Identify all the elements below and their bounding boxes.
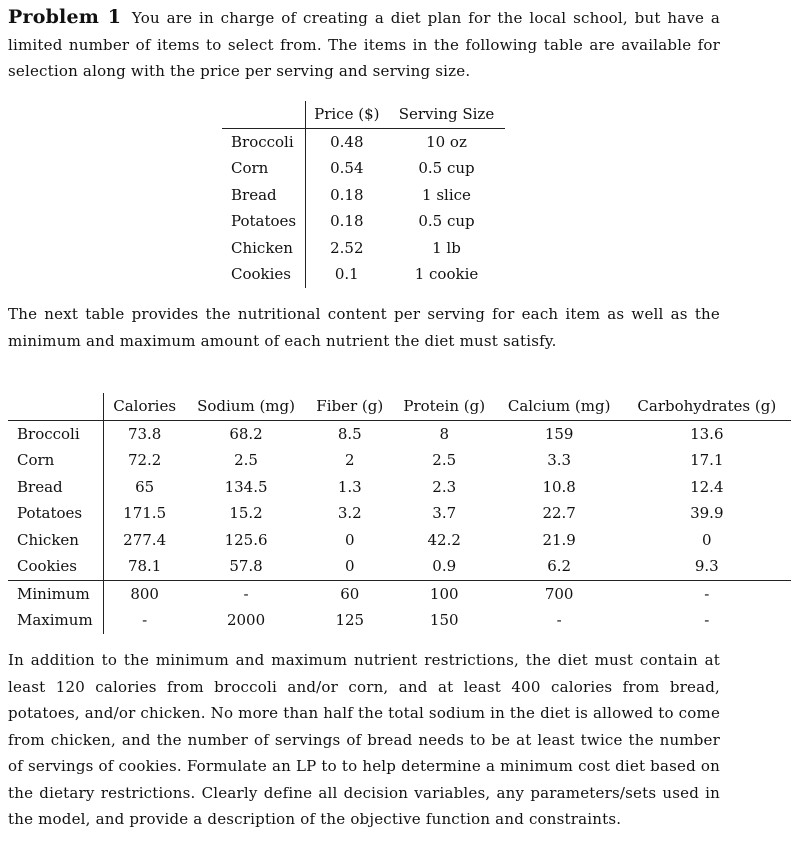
nutrient-value: 10.8 [542,477,576,496]
nutrient-value: 150 [429,611,459,630]
nutrition-table-corner [8,393,104,420]
serving-cell: 1 cookie [414,265,479,284]
price-table-row [222,155,505,182]
serving-cell: 0.5 cup [418,159,475,178]
nutrient-value: 277.4 [123,530,167,549]
nutrient-value: 0 [344,557,355,576]
nutrient-value: 72.2 [127,451,162,470]
price-header: Price ($) [306,101,388,128]
row-label: Corn [8,447,104,474]
row-label: Potatoes [8,500,104,527]
nutrient-header: Protein (g) [393,393,496,420]
nutrition-row [8,474,791,501]
row-label: Cookies [8,553,104,580]
nutrient-value: 159 [544,424,574,443]
nutrient-value: 2.5 [432,451,457,470]
row-label: Bread [8,474,104,501]
nutrient-value: 134.5 [224,477,268,496]
row-label: Maximum [8,607,104,634]
price-table-row [222,182,505,209]
item-name: Bread [222,182,306,209]
nutrition-row [8,553,791,580]
nutrient-header: Sodium (mg) [185,393,306,420]
bound-row [8,607,791,634]
item-name: Broccoli [222,128,306,155]
nutrient-value: 78.1 [127,557,162,576]
nutrient-value: 3.2 [337,504,362,523]
nutrient-value: - [556,611,562,630]
nutrient-value: 39.9 [690,504,724,523]
nutrition-table [8,393,791,634]
price-table-row [222,261,505,288]
price-table-row [222,235,505,262]
price-cell: 0.1 [334,265,359,284]
serving-cell: 0.5 cup [418,212,475,231]
row-label: Minimum [8,580,104,607]
nutrient-value: 171.5 [123,504,167,523]
nutrient-value: 57.8 [229,557,263,576]
nutrient-header: Calories [104,393,186,420]
nutrition-row [8,500,791,527]
price-cell: 0.18 [330,185,364,204]
nutrient-value: 68.2 [229,424,263,443]
nutrition-row [8,447,791,474]
nutrient-value: 1.3 [337,477,362,496]
item-name: Chicken [222,235,306,262]
nutrient-value: 17.1 [690,451,724,470]
bound-row [8,580,791,607]
price-cell: 0.48 [330,132,364,151]
intro-text: You are in charge of creating a diet plan for the local school, but have a limited number of items to select from. The items in the following table are available for selection along with the price per serving and serving size. [8,9,721,80]
nutrient-value: 800 [104,580,186,607]
price-table-row [222,128,505,155]
closing-paragraph: In addition to the minimum and maximum nutrient restrictions, the diet must contain at least 120 calories from broccoli and/or corn, and at least 400 calories from bread, potatoes, and/or chicken. No more than half the total sodium in the diet is allowed to come from chicken, and the number of servings of bread needs to be at least twice the number of servings of cookies. Formulate an LP to to help determine a minimum cost diet based on the dietary restrictions. Clearly define all decision variables, any parameters/sets used in the model, and provide a description of the objective function and constraints. [8,651,721,828]
nutrient-value: 42.2 [427,530,461,549]
nutrient-value: 700 [496,580,623,607]
nutrient-value: 73.8 [127,424,162,443]
nutrition-row [8,527,791,554]
nutrient-value: - [185,580,306,607]
serving-size-header: Serving Size [387,101,505,128]
nutrient-header: Carbohydrates (g) [623,393,791,420]
nutrient-value: 2 [344,451,355,470]
middle-paragraph: The next table provides the nutritional content per serving for each item as well as the minimum and maximum amount of each nutrient the diet must satisfy. [8,305,720,350]
price-cell: 0.54 [330,159,364,178]
row-label: Chicken [8,527,104,554]
nutrient-value: - [704,611,710,630]
nutrient-value: 13.6 [690,424,724,443]
nutrient-value: 21.9 [542,530,576,549]
nutrient-value: 2000 [226,611,266,630]
nutrition-row [8,420,791,447]
nutrient-value: 2.3 [432,477,457,496]
nutrient-value: 2.5 [234,451,258,470]
item-name: Potatoes [222,208,306,235]
serving-cell: 10 oz [426,132,467,151]
nutrient-value: 65 [135,477,155,496]
nutrient-value: - [623,580,791,607]
serving-cell: 1 slice [422,185,471,204]
intro-paragraph [8,4,720,85]
nutrient-header: Fiber (g) [307,393,393,420]
nutrient-value: 3.7 [432,504,457,523]
nutrient-value: 60 [307,580,393,607]
price-table-corner [222,101,306,128]
serving-cell: 1 lb [432,238,461,257]
nutrient-value: 0 [702,530,712,549]
nutrient-value: - [142,611,148,630]
problem-heading: Problem 1 [8,6,122,28]
nutrient-value: 125.6 [224,530,268,549]
nutrient-value: 0.9 [432,557,457,576]
price-table-row [222,208,505,235]
nutrient-value: 6.2 [547,557,572,576]
row-label: Broccoli [8,420,104,447]
price-cell: 2.52 [330,238,364,257]
nutrient-value: 8.5 [337,424,362,443]
item-name: Cookies [222,261,306,288]
nutrient-value: 12.4 [690,477,724,496]
price-cell: 0.18 [330,212,364,231]
nutrient-value: 22.7 [542,504,576,523]
nutrient-value: 8 [439,424,449,443]
nutrient-value: 15.2 [229,504,263,523]
nutrient-value: 0 [344,530,355,549]
nutrient-value: 3.3 [547,451,572,470]
nutrient-value: 125 [335,611,365,630]
nutrient-value: 9.3 [694,557,719,576]
item-name: Corn [222,155,306,182]
nutrient-value: 100 [393,580,496,607]
nutrient-header: Calcium (mg) [496,393,623,420]
price-table [222,101,505,288]
